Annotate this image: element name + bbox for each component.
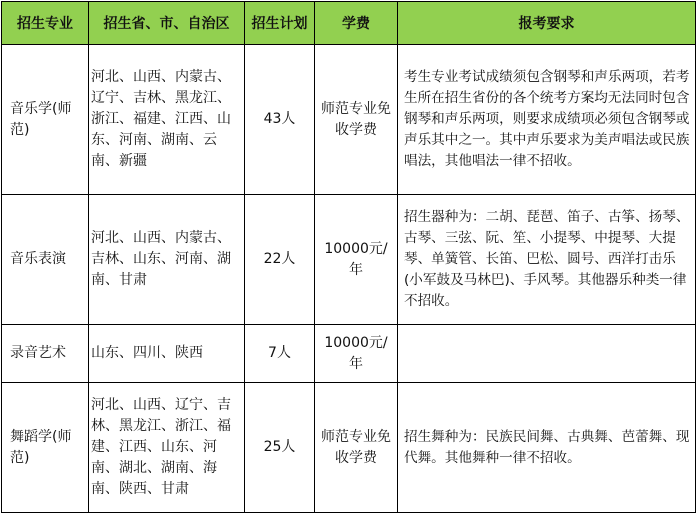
- major-cell: 录音艺术: [2, 325, 89, 383]
- table-row: [2, 45, 696, 195]
- plan-cell: 22人: [245, 195, 315, 325]
- fee-cell: 师范专业免收学费: [315, 45, 398, 195]
- major-cell: 舞蹈学(师范): [2, 383, 89, 513]
- plan-cell: 43人: [245, 45, 315, 195]
- regions-cell: 河北、山西、辽宁、吉林、黑龙江、浙江、福建、江西、山东、河南、湖北、湖南、海南、陕西、甘肃: [89, 383, 245, 513]
- fee-cell: 10000元/年: [315, 195, 398, 325]
- admission-table: [1, 1, 696, 513]
- header-major: 招生专业: [2, 2, 89, 45]
- regions-cell: 河北、山西、内蒙古、吉林、山东、河南、湖南、甘肃: [89, 195, 245, 325]
- regions-cell: 山东、四川、陕西: [89, 325, 245, 383]
- table-row: [2, 195, 696, 325]
- header-row: [2, 2, 696, 45]
- requirement-cell: 招生舞种为：民族民间舞、古典舞、芭蕾舞、现代舞。其他舞种一律不招收。: [398, 383, 696, 513]
- table-row: [2, 383, 696, 513]
- regions-cell: 河北、山西、内蒙古、辽宁、吉林、黑龙江、浙江、福建、江西、山东、河南、湖南、云南、新疆: [89, 45, 245, 195]
- requirement-cell: [398, 325, 696, 383]
- fee-cell: 师范专业免收学费: [315, 383, 398, 513]
- header-regions: 招生省、市、自治区: [89, 2, 245, 45]
- header-requirement: 报考要求: [398, 2, 696, 45]
- header-plan: 招生计划: [245, 2, 315, 45]
- plan-cell: 25人: [245, 383, 315, 513]
- major-cell: 音乐表演: [2, 195, 89, 325]
- header-fee: 学费: [315, 2, 398, 45]
- major-cell: 音乐学(师范): [2, 45, 89, 195]
- plan-cell: 7人: [245, 325, 315, 383]
- requirement-cell: 考生专业考试成绩须包含钢琴和声乐两项，若考生所在招生省份的各个统考方案均无法同时包含钢琴和声乐两项，则要求成绩项必须包含钢琴或声乐其中之一。其中声乐要求为美声唱法或民族唱法，其他唱法一律不招收。: [398, 45, 696, 195]
- fee-cell: 10000元/年: [315, 325, 398, 383]
- requirement-cell: 招生器种为：二胡、琵琶、笛子、古筝、扬琴、古琴、三弦、阮、笙、小提琴、中提琴、大提琴、单簧管、长笛、巴松、圆号、西洋打击乐(小军鼓及马林巴)、手风琴。其他器乐种类一律不招收。: [398, 195, 696, 325]
- table-row: [2, 325, 696, 383]
